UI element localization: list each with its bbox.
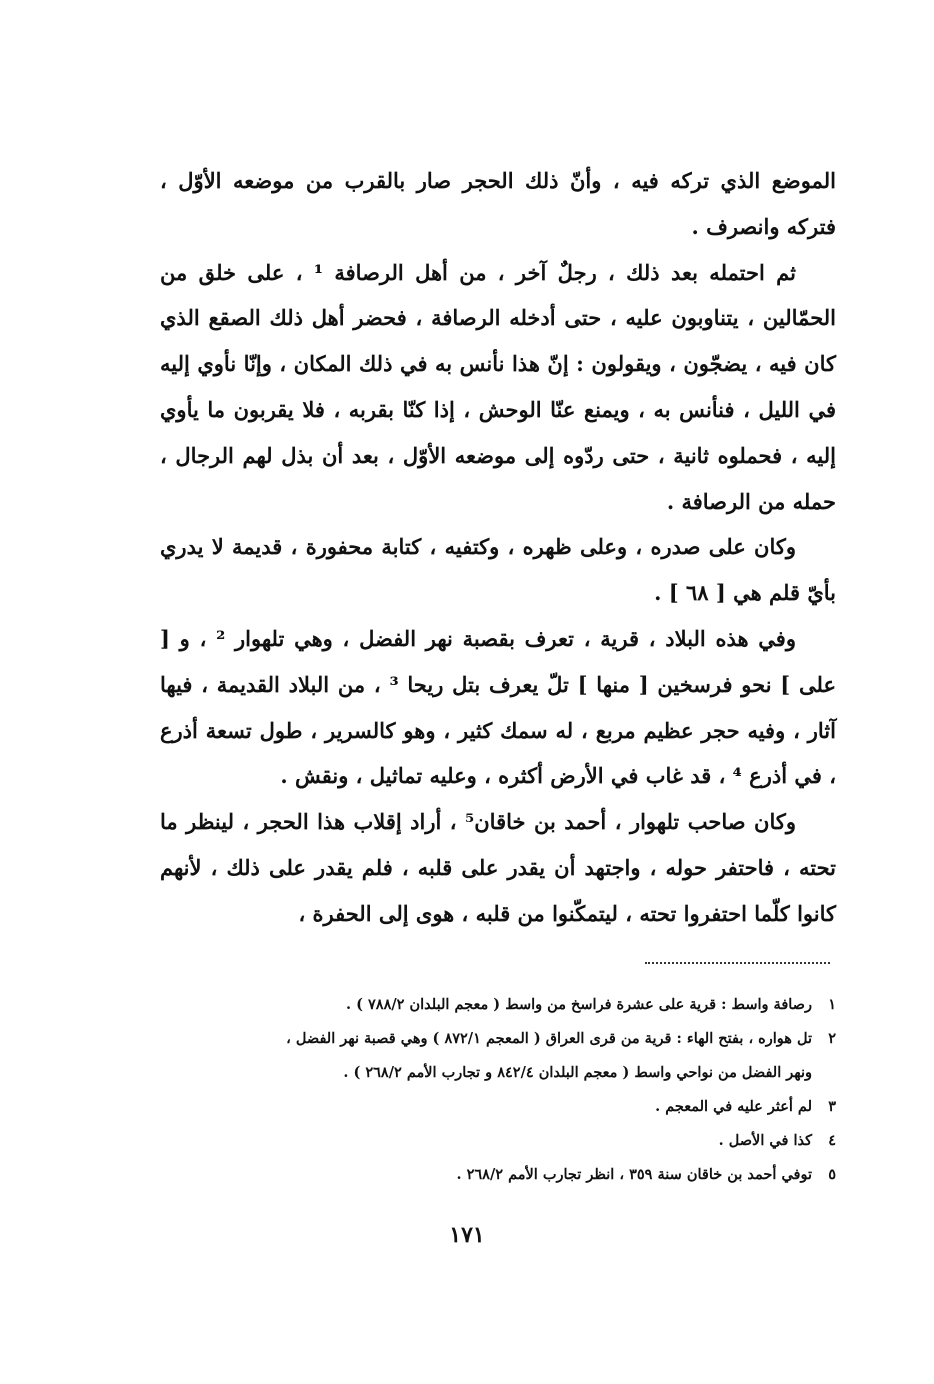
footnote-number: ١	[828, 996, 836, 1013]
page-number: ١٧١	[449, 1222, 485, 1248]
footnotes	[160, 988, 836, 1192]
footnote-number: ٤	[828, 1132, 836, 1149]
footnote-text: توفي أحمد بن خاقان سنة ٣٥٩ ، انظر تجارب الأمم ٢٦٨/٢ .	[456, 1166, 812, 1183]
footnote-number: ٢	[828, 1030, 836, 1047]
footnote-1	[160, 988, 836, 1022]
paragraph-5: وكان صاحب تلهوار ، أحمد بن خاقان⁵ ، أراد إقلاب هذا الحجر ، لينظر ما تحته ، فاحتفر حوله ، واجتهد أن يقدر على قلبه ، فلم يقدر على ذلك ، لأنهم كانوا كلّما احتفروا تحته ، ليتمكّنوا من قلبه ، هوى إلى الحفرة ،	[160, 809, 836, 926]
footnote-separator	[645, 962, 830, 964]
main-text-body	[160, 158, 836, 937]
footnote-4	[160, 1124, 836, 1158]
paragraph-3: وكان على صدره ، وعلى ظهره ، وكتفيه ، كتابة محفورة ، قديمة لا يدري بأيّ قلم هي [ ٦٨ ] .	[160, 534, 836, 606]
footnote-5	[160, 1158, 836, 1192]
footnote-2-continuation	[160, 1056, 836, 1090]
paragraph-2: ثم احتمله بعد ذلك ، رجلٌ آخر ، من أهل الرصافة ¹ ، على خلق من الحمّالين ، يتناوبون عليه ، حتى أدخله الرصافة ، فحضر أهل ذلك الصقع الذي كان فيه ، يضجّون ، ويقولون : إنّ هذا نأنس به في ذلك المكان ، وإنّا نأوي إليه في الليل ، فنأنس به ، ويمنع عنّا الوحش ، إذا كنّا بقربه ، فلا يقربون ما يأوي إليه ، فحملوه ثانية ، حتى ردّوه إلى موضعه الأوّل ، بعد أن بذل لهم الرجال ، حمله من الرصافة .	[160, 259, 836, 514]
footnote-text: لم أعثر عليه في المعجم .	[655, 1098, 812, 1115]
paragraph-1: الموضع الذي تركه فيه ، وأنّ ذلك الحجر صار بالقرب من موضعه الأوّل ، فتركه وانصرف .	[160, 168, 836, 239]
footnote-text: ونهر الفضل من نواحي واسط ( معجم البلدان ٨٤٢/٤ و تجارب الأمم ٢٦٨/٢ ) .	[343, 1064, 812, 1081]
footnote-3	[160, 1090, 836, 1124]
footnote-2	[160, 1022, 836, 1056]
paragraph-4: وفي هذه البلاد ، قرية ، تعرف بقصبة نهر الفضل ، وهي تلهوار ² ، و [ على ] نحو فرسخين [ منها ] تلّ يعرف بتل ريحا ³ ، من البلاد القديمة ، فيها آثار ، وفيه حجر عظيم مربع ، له سمك كثير ، وهو كالسرير ، طول تسعة أذرع ، في أذرع ⁴ ، قد غاب في الأرض أكثره ، وعليه تماثيل ، ونقش .	[160, 625, 836, 789]
footnote-number: ٣	[828, 1098, 836, 1115]
footnote-text: كذا في الأصل .	[718, 1132, 812, 1149]
footnote-number: ٥	[828, 1166, 836, 1183]
footnote-text: تل هواره ، بفتح الهاء : قرية من قرى العراق ( المعجم ٨٧٢/١ ) وهي قصبة نهر الفضل ،	[286, 1030, 812, 1047]
footnote-text: رصافة واسط : قرية على عشرة فراسخ من واسط ( معجم البلدان ٧٨٨/٢ ) .	[345, 996, 812, 1013]
